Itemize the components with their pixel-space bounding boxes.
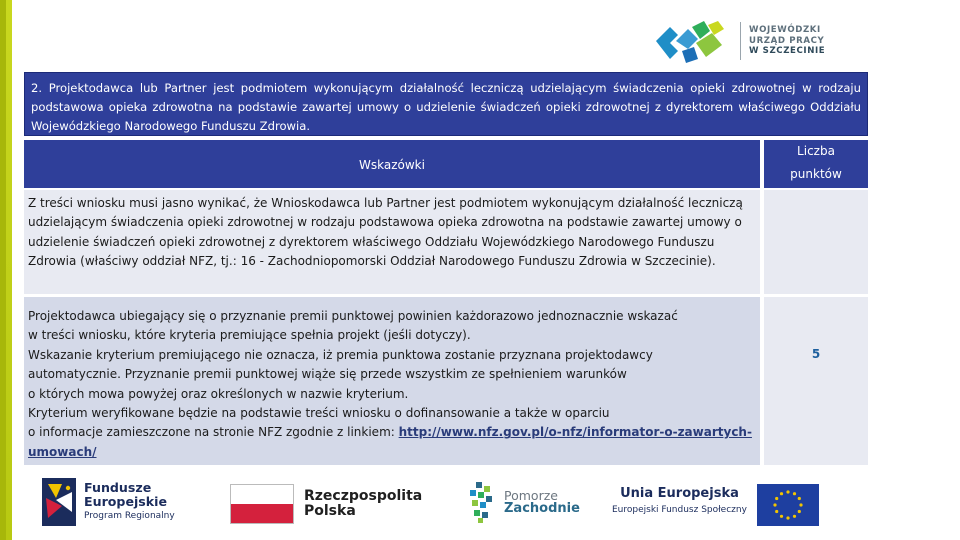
pz-line-1: Pomorze [504, 488, 558, 503]
column-header-points [764, 140, 868, 188]
hint2-line-with-link [28, 423, 754, 462]
criterion-box [24, 72, 868, 136]
wup-line-3: W SZCZECINIE [749, 46, 826, 57]
column-header-points-line1: Liczba [797, 144, 835, 158]
hint2-line: Projektodawca ubiegający się o przyznanie premii punktowej powinien każdorazowo jednoznacznie wskazać [28, 309, 678, 323]
hint2-line: automatycznie. Przyznanie premii punktowej wiąże się przede wszystkim ze spełnieniem warunków [28, 367, 627, 382]
hint2-line: Kryterium weryfikowane będzie na podstawie treści wniosku o dofinansowanie a także w oparciu [28, 406, 610, 421]
accent-bar [0, 0, 12, 540]
criterion-text: 2. Projektodawca lub Partner jest podmiotem wykonującym działalność leczniczą udzielającym świadczenia opieki zdrowotnej w rodzaju podstawowa opieka zdrowotna na podstawie zawartej umowy o udzielenie świadczeń opieki zdrowotnej z dyrektorem właściwego Oddziału Wojewódzkiego Narodowego Funduszu Zdrowia. [31, 81, 861, 133]
eu-flag-icon [757, 484, 819, 526]
wup-line-2: URZĄD PRACY [749, 35, 825, 46]
hint2-line: Wskazanie kryterium premiującego nie oznacza, iż premia punktowa zostanie przyznana projektodawcy [28, 347, 653, 362]
wup-logo [652, 16, 832, 66]
pz-line-2: Zachodnie [504, 501, 580, 516]
hint2-line: w treści wniosku, które kryteria premiujące spełnia projekt (jeśli dotyczy). [28, 328, 471, 343]
fe-line-2: Europejskie [84, 494, 168, 509]
ue-line-1: Unia Europejska [620, 486, 739, 501]
fe-line-3: Program Regionalny [84, 511, 175, 521]
unia-europejska-logo [612, 486, 747, 518]
hint-cell-2 [24, 297, 760, 465]
ue-line-2: Europejski Fundusz Społeczny [612, 505, 747, 515]
pomorze-zachodnie-icon [462, 480, 502, 524]
wup-logo-text [749, 25, 825, 57]
nfz-link[interactable]: http://www.nfz.gov.pl/o-nfz/informator-o-zawartych-umowach/ [28, 425, 752, 459]
unia-europejska-text [612, 486, 747, 518]
pomorze-zachodnie-text [504, 489, 580, 515]
fe-line-1: Fundusze [84, 480, 152, 495]
column-header-hints-label: Wskazówki [359, 158, 425, 172]
column-header-points-line2: punktów [790, 167, 842, 181]
pomorze-zachodnie-logo [462, 480, 580, 524]
fundusze-europejskie-icon [42, 478, 76, 526]
hint2-line: o których mowa powyżej oraz określonych w nazwie kryterium. [28, 386, 409, 401]
fundusze-europejskie-logo [42, 478, 175, 526]
logo-divider [740, 22, 741, 60]
points-cell-1 [764, 190, 868, 294]
rp-line-2: Polska [304, 503, 356, 519]
footer-logos [0, 470, 960, 540]
rzeczpospolita-polska-text [304, 489, 422, 519]
fundusze-europejskie-text [84, 481, 175, 523]
wup-logo-icon [652, 17, 730, 65]
column-header-hints [24, 140, 760, 188]
hint-text-1: Z treści wniosku musi jasno wynikać, że Wnioskodawca lub Partner jest podmiotem wykonującym działalność leczniczą udzielającym świadczenia opieki zdrowotnej w rodzaju podstawowa opieka zdrowotna na podstawie zawartej umowy o udzielenie świadczeń opieki zdrowotnej z dyrektorem właściwego Oddziału Wojewódzkiego Narodowego Funduszu Zdrowia (właściwy oddział NFZ, tj.: 16 - Zachodniopomorski Oddział Narodowego Funduszu Zdrowia w Szczecinie). [28, 196, 743, 269]
polish-flag-icon [230, 484, 294, 524]
rp-line-1: Rzeczpospolita [304, 488, 423, 504]
criteria-table [24, 140, 868, 465]
points-value: 5 [811, 347, 821, 361]
wup-line-1: WOJEWÓDZKI [749, 25, 821, 36]
rzeczpospolita-polska-logo [230, 484, 422, 524]
hint2-link-prefix: o informacje zamieszczone na stronie NFZ zgodnie z linkiem: [28, 425, 399, 440]
hint-cell-1 [24, 190, 760, 294]
